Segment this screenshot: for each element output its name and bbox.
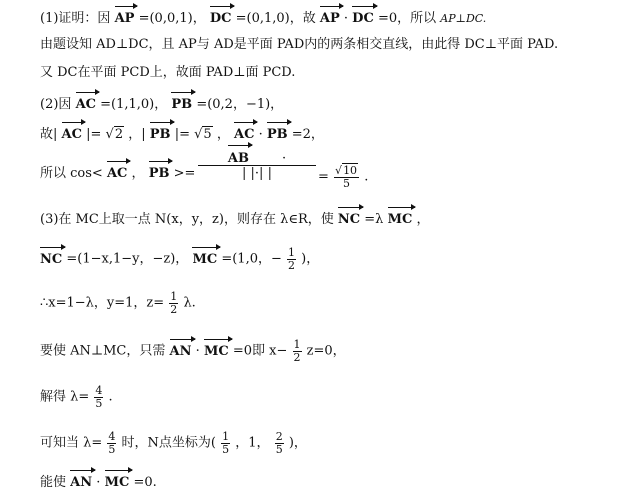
line-11 <box>40 385 113 409</box>
text: 要使 AN⊥MC，只需 <box>40 343 166 359</box>
fraction-numerator: √10 <box>335 164 358 177</box>
fraction <box>94 385 103 409</box>
fraction-numerator: 1 <box>293 338 301 351</box>
line-1 <box>40 10 486 25</box>
fraction <box>287 247 296 271</box>
radicand: 2 <box>114 127 124 142</box>
line-3 <box>40 66 295 79</box>
text: z=0， <box>306 343 346 359</box>
vector-pb: PB <box>149 127 171 142</box>
text: (2)因 <box>40 97 72 112</box>
vector-ac: AC <box>61 127 82 142</box>
text: (3)在 MC上取一点 N(x，y，z)，则存在 λ∈R，使 <box>40 212 334 227</box>
text: ， <box>416 212 430 227</box>
text: =(0,0,1)， <box>138 11 206 26</box>
fraction <box>221 431 230 455</box>
fraction <box>275 431 284 455</box>
fraction-denominator: 5 <box>275 442 283 456</box>
text: ， <box>216 127 230 142</box>
vector-ac: AC <box>75 97 96 112</box>
radicand: 10 <box>343 164 358 177</box>
text: 由题设知 AD⊥DC，且 AP与 AD是平面 PAD内的两条相交直线，由此得 DC⊥平面 PAD. <box>40 37 559 52</box>
vector-ac: AC <box>106 166 128 181</box>
vector-pb: PB <box>171 97 193 112</box>
line-2 <box>40 38 558 51</box>
fraction-denominator: 5 <box>222 442 230 456</box>
result-fraction <box>334 165 359 189</box>
text: =(1−x,1−y，−z)， <box>66 251 189 267</box>
fraction-numerator: 2 <box>275 430 283 443</box>
text: >= <box>173 166 196 181</box>
vector-pb: PB <box>266 127 288 142</box>
vector-mc: MC <box>203 343 229 359</box>
text: =(0,2，−1)， <box>196 97 284 112</box>
text: 故| <box>40 127 58 142</box>
fraction-denominator: 5 <box>95 396 103 410</box>
vector-mc: MC <box>192 251 218 267</box>
line-6 <box>40 165 195 180</box>
text: =0即 x− <box>232 343 288 359</box>
text: =2， <box>291 127 324 142</box>
text: λ. <box>183 295 196 311</box>
vector-mc: MC <box>104 475 130 490</box>
text: 时，N点坐标为( <box>121 435 216 451</box>
cosine-fraction <box>198 149 316 184</box>
vector-mc: MC <box>387 212 413 227</box>
vector-dc: DC <box>209 11 232 26</box>
text: (1)证明：因 <box>40 11 111 26</box>
fraction <box>169 291 178 315</box>
vector-numerator: AB <box>227 151 249 166</box>
dot-operator: · <box>195 343 200 359</box>
text: 所以 cos< <box>40 166 103 181</box>
line-12 <box>40 431 307 455</box>
vector-nc: NC <box>40 251 63 267</box>
dot-operator: · <box>258 127 263 142</box>
text: |= <box>86 127 102 142</box>
line-6-result <box>318 165 368 189</box>
text: 可知当 λ= <box>40 435 103 451</box>
text: =(0,1,0)，故 <box>235 11 316 26</box>
text: ∴x=1−λ，y=1，z= <box>40 295 165 311</box>
text: |= <box>174 127 190 142</box>
dot-operator: · <box>343 11 349 26</box>
vector-pb: PB <box>148 166 170 181</box>
text: . <box>108 389 113 405</box>
fraction-numerator: 1 <box>170 290 178 303</box>
text: 解得 λ= <box>40 389 90 405</box>
text: =λ <box>364 212 384 227</box>
line-10 <box>40 339 346 363</box>
vector-nc: NC <box>337 212 361 227</box>
line-9 <box>40 291 196 315</box>
dot-operator: · <box>282 151 287 166</box>
text: ， <box>131 166 145 181</box>
fraction-numerator: 4 <box>108 430 116 443</box>
sqrt: √2 <box>105 127 124 142</box>
fraction-numerator: 4 <box>95 384 103 397</box>
line-8 <box>40 247 319 271</box>
fraction-denominator: 5 <box>108 442 116 456</box>
line-13 <box>40 474 157 489</box>
line-4 <box>40 96 283 111</box>
text: )， <box>288 435 307 451</box>
fraction-denominator: 2 <box>288 258 296 272</box>
text: 能使 <box>40 475 67 490</box>
text: =(1,1,0)， <box>100 97 168 112</box>
fraction-denominator: | |·| | <box>242 166 272 181</box>
text: )， <box>301 251 320 267</box>
text: ，1， <box>235 435 270 451</box>
vector-dc: DC <box>352 11 374 26</box>
vector-an: AN <box>70 475 93 490</box>
sqrt: √5 <box>194 127 212 142</box>
vector-ap: AP <box>319 11 340 26</box>
vector-ac: AC <box>233 127 255 142</box>
fraction-numerator <box>198 149 316 166</box>
text: =0. <box>133 475 157 490</box>
fraction-numerator: 1 <box>288 246 296 259</box>
fraction-denominator: 2 <box>170 302 178 316</box>
text: =0，所以 <box>377 11 437 26</box>
text: 又 DC在平面 PCD上，故面 PAD⊥面 PCD. <box>40 65 296 80</box>
text: AP⊥DC. <box>440 12 487 25</box>
line-5 <box>40 126 324 141</box>
fraction <box>293 339 302 363</box>
fraction-denominator: 5 <box>343 176 351 190</box>
fraction-denominator: 2 <box>293 350 301 364</box>
line-7 <box>40 211 429 226</box>
radicand: 5 <box>203 127 212 142</box>
fraction-numerator: 1 <box>222 430 230 443</box>
dot-operator: · <box>96 475 101 490</box>
text: =(1,0，− <box>221 251 282 267</box>
vector-an: AN <box>169 343 192 359</box>
equals: = <box>318 169 329 185</box>
vector-ap: AP <box>114 11 135 26</box>
text: . <box>364 169 369 185</box>
fraction <box>107 431 116 455</box>
text: ，| <box>128 127 146 142</box>
